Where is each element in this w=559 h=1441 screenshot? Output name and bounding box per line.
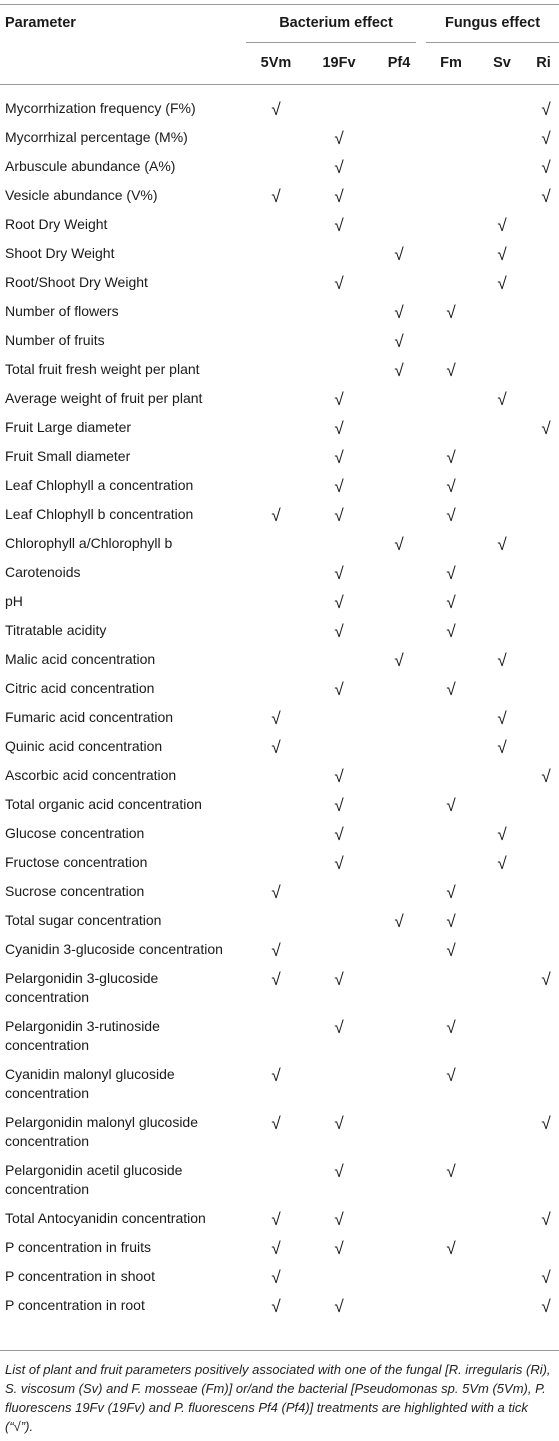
tick-mark: √ bbox=[497, 216, 507, 235]
tick-mark: √ bbox=[541, 970, 551, 989]
parameter-label: Pelargonidin 3-glucoside concentration bbox=[5, 970, 159, 1005]
tick-mark: √ bbox=[334, 506, 344, 525]
tick-mark: √ bbox=[334, 187, 344, 206]
parameter-label: Ascorbic acid concentration bbox=[5, 767, 177, 783]
tick-mark: √ bbox=[334, 390, 344, 409]
tick-mark: √ bbox=[334, 158, 344, 177]
tick-mark: √ bbox=[497, 709, 507, 728]
table-row bbox=[0, 1156, 559, 1204]
table-row bbox=[0, 500, 559, 529]
col-header-fm: Fm bbox=[440, 55, 462, 71]
top-rule bbox=[0, 4, 559, 5]
header-fungus-effect: Fungus effect bbox=[444, 15, 541, 31]
tick-mark: √ bbox=[541, 158, 551, 177]
fungus-group-rule bbox=[426, 42, 559, 43]
tick-mark: √ bbox=[334, 622, 344, 641]
col-header-pf4: Pf4 bbox=[387, 55, 411, 71]
parameter-label: Mycorrhization frequency (F%) bbox=[5, 100, 196, 116]
table-row bbox=[0, 94, 559, 123]
parameter-label: Malic acid concentration bbox=[5, 651, 156, 667]
table-row bbox=[0, 645, 559, 674]
parameter-label: Number of fruits bbox=[5, 332, 105, 348]
col-header-sv: Sv bbox=[493, 55, 511, 71]
tick-mark: √ bbox=[334, 680, 344, 699]
col-header-5vm: 5Vm bbox=[260, 55, 292, 71]
tick-mark: √ bbox=[394, 912, 404, 931]
table-row bbox=[0, 239, 559, 268]
bottom-rule bbox=[0, 1350, 559, 1351]
table-row bbox=[0, 413, 559, 442]
table-row bbox=[0, 1233, 559, 1262]
tick-mark: √ bbox=[334, 1114, 344, 1133]
parameter-label: Carotenoids bbox=[5, 564, 81, 580]
parameter-label: P concentration in fruits bbox=[5, 1239, 152, 1255]
parameter-label: Vesicle abundance (V%) bbox=[5, 187, 158, 203]
table-row bbox=[0, 1012, 559, 1060]
tick-mark: √ bbox=[334, 477, 344, 496]
tick-mark: √ bbox=[271, 1114, 281, 1133]
table-row bbox=[0, 529, 559, 558]
tick-mark: √ bbox=[394, 332, 404, 351]
table-row bbox=[0, 964, 559, 1012]
tick-mark: √ bbox=[394, 535, 404, 554]
tick-mark: √ bbox=[497, 274, 507, 293]
parameter-label: Pelargonidin acetil glucoside concentration bbox=[5, 1162, 183, 1197]
tick-mark: √ bbox=[446, 303, 456, 322]
tick-mark: √ bbox=[497, 651, 507, 670]
tick-mark: √ bbox=[334, 593, 344, 612]
table-row bbox=[0, 384, 559, 413]
tick-mark: √ bbox=[541, 767, 551, 786]
tick-mark: √ bbox=[334, 970, 344, 989]
tick-mark: √ bbox=[541, 1268, 551, 1287]
table-row bbox=[0, 1060, 559, 1108]
tick-mark: √ bbox=[334, 564, 344, 583]
parameter-label: P concentration in root bbox=[5, 1297, 145, 1313]
table-row bbox=[0, 210, 559, 239]
tick-mark: √ bbox=[394, 303, 404, 322]
tick-mark: √ bbox=[446, 477, 456, 496]
tick-mark: √ bbox=[334, 1210, 344, 1229]
table-row bbox=[0, 355, 559, 384]
table-row bbox=[0, 326, 559, 355]
tick-mark: √ bbox=[271, 1297, 281, 1316]
col-header-19fv: 19Fv bbox=[322, 55, 356, 71]
parameter-label: Arbuscule abundance (A%) bbox=[5, 158, 176, 174]
tick-mark: √ bbox=[334, 1018, 344, 1037]
parameter-label: Fumaric acid concentration bbox=[5, 709, 174, 725]
parameter-label: Fruit Large diameter bbox=[5, 419, 132, 435]
tick-mark: √ bbox=[446, 622, 456, 641]
tick-mark: √ bbox=[334, 1239, 344, 1258]
table-row bbox=[0, 123, 559, 152]
tick-mark: √ bbox=[271, 1210, 281, 1229]
tick-mark: √ bbox=[334, 216, 344, 235]
header-row-columns bbox=[0, 52, 559, 74]
tick-mark: √ bbox=[446, 506, 456, 525]
table-row bbox=[0, 297, 559, 326]
table-row bbox=[0, 181, 559, 210]
parameter-label: Quinic acid concentration bbox=[5, 738, 163, 754]
table-row bbox=[0, 848, 559, 877]
parameter-label: Leaf Chlophyll b concentration bbox=[5, 506, 194, 522]
tick-mark: √ bbox=[271, 970, 281, 989]
parameter-label: Total organic acid concentration bbox=[5, 796, 202, 812]
tick-mark: √ bbox=[446, 680, 456, 699]
parameter-label: Root Dry Weight bbox=[5, 216, 108, 232]
table-row bbox=[0, 471, 559, 500]
header-row-groups bbox=[0, 12, 559, 34]
tick-mark: √ bbox=[334, 1297, 344, 1316]
tick-mark: √ bbox=[334, 854, 344, 873]
parameter-label: Total sugar concentration bbox=[5, 912, 162, 928]
tick-mark: √ bbox=[541, 100, 551, 119]
tick-mark: √ bbox=[446, 883, 456, 902]
tick-mark: √ bbox=[271, 738, 281, 757]
tick-mark: √ bbox=[446, 564, 456, 583]
parameter-label: Root/Shoot Dry Weight bbox=[5, 274, 148, 290]
tick-mark: √ bbox=[446, 796, 456, 815]
table-row bbox=[0, 1291, 559, 1320]
parameter-label: Average weight of fruit per plant bbox=[5, 390, 203, 406]
parameter-label: Cyanidin malonyl glucoside concentration bbox=[5, 1066, 175, 1101]
tick-mark: √ bbox=[271, 1066, 281, 1085]
parameter-label: Titratable acidity bbox=[5, 622, 107, 638]
table-row bbox=[0, 732, 559, 761]
table-row bbox=[0, 587, 559, 616]
table-row bbox=[0, 674, 559, 703]
bacterium-group-rule bbox=[246, 42, 416, 43]
table-row bbox=[0, 819, 559, 848]
parameter-label: P concentration in shoot bbox=[5, 1268, 155, 1284]
parameter-label: Chlorophyll a/Chlorophyll b bbox=[5, 535, 173, 551]
table-row bbox=[0, 906, 559, 935]
tick-mark: √ bbox=[497, 738, 507, 757]
parameter-label: Shoot Dry Weight bbox=[5, 245, 115, 261]
tick-mark: √ bbox=[446, 1066, 456, 1085]
tick-mark: √ bbox=[334, 448, 344, 467]
tick-mark: √ bbox=[334, 1162, 344, 1181]
header-bottom-rule bbox=[0, 84, 559, 85]
table-row bbox=[0, 616, 559, 645]
table-row bbox=[0, 935, 559, 964]
tick-mark: √ bbox=[541, 129, 551, 148]
parameter-label: Number of flowers bbox=[5, 303, 119, 319]
tick-mark: √ bbox=[334, 419, 344, 438]
tick-mark: √ bbox=[497, 245, 507, 264]
header-parameter: Parameter bbox=[5, 15, 76, 31]
parameter-label: Fruit Small diameter bbox=[5, 448, 131, 464]
parameter-label: Pelargonidin 3-rutinoside concentration bbox=[5, 1018, 160, 1053]
col-header-ri: Ri bbox=[536, 55, 551, 71]
tick-mark: √ bbox=[446, 1239, 456, 1258]
tick-mark: √ bbox=[334, 796, 344, 815]
tick-mark: √ bbox=[271, 1268, 281, 1287]
parameter-label: Citric acid concentration bbox=[5, 680, 155, 696]
tick-mark: √ bbox=[334, 129, 344, 148]
tick-mark: √ bbox=[394, 361, 404, 380]
tick-mark: √ bbox=[271, 1239, 281, 1258]
tick-mark: √ bbox=[541, 1114, 551, 1133]
tick-mark: √ bbox=[334, 274, 344, 293]
parameter-label: Glucose concentration bbox=[5, 825, 145, 841]
tick-mark: √ bbox=[497, 390, 507, 409]
table-row bbox=[0, 790, 559, 819]
tick-mark: √ bbox=[394, 651, 404, 670]
table-row bbox=[0, 761, 559, 790]
table-body bbox=[0, 94, 559, 1320]
tick-mark: √ bbox=[446, 941, 456, 960]
tick-mark: √ bbox=[334, 767, 344, 786]
tick-mark: √ bbox=[541, 1210, 551, 1229]
tick-mark: √ bbox=[271, 883, 281, 902]
parameter-label: pH bbox=[5, 593, 23, 609]
tick-mark: √ bbox=[271, 100, 281, 119]
table-row bbox=[0, 1262, 559, 1291]
table-row bbox=[0, 877, 559, 906]
table-row bbox=[0, 152, 559, 181]
tick-mark: √ bbox=[446, 912, 456, 931]
tick-mark: √ bbox=[271, 506, 281, 525]
parameter-label: Leaf Chlophyll a concentration bbox=[5, 477, 194, 493]
parameter-label: Total fruit fresh weight per plant bbox=[5, 361, 200, 377]
tick-mark: √ bbox=[446, 448, 456, 467]
tick-mark: √ bbox=[541, 419, 551, 438]
tick-mark: √ bbox=[334, 825, 344, 844]
parameter-label: Mycorrhizal percentage (M%) bbox=[5, 129, 188, 145]
tick-mark: √ bbox=[446, 1162, 456, 1181]
table-row bbox=[0, 442, 559, 471]
table-row bbox=[0, 268, 559, 297]
parameter-label: Total Antocyanidin concentration bbox=[5, 1210, 206, 1226]
tick-mark: √ bbox=[394, 245, 404, 264]
tick-mark: √ bbox=[446, 361, 456, 380]
table-row bbox=[0, 558, 559, 587]
tick-mark: √ bbox=[497, 535, 507, 554]
table-row bbox=[0, 1108, 559, 1156]
tick-mark: √ bbox=[497, 825, 507, 844]
parameter-label: Cyanidin 3-glucoside concentration bbox=[5, 941, 223, 957]
tick-mark: √ bbox=[271, 709, 281, 728]
header-bacterium-effect: Bacterium effect bbox=[279, 15, 393, 31]
tick-mark: √ bbox=[446, 1018, 456, 1037]
tick-mark: √ bbox=[446, 593, 456, 612]
table-caption: List of plant and fruit parameters positively associated with one of the fungal [R. irregularis (Ri), S. viscosum (Sv) and F. mosseae (Fm)] or/and the bacterial [Pseudomonas sp. 5Vm (5Vm), P. fluorescens 19Fv (19Fv) and P. fluorescens Pf4 (Pf4)] treatments are highlighted with a tick (“√”). bbox=[5, 1362, 551, 1434]
parameter-label: Pelargonidin malonyl glucoside concentration bbox=[5, 1114, 199, 1149]
parameter-label: Sucrose concentration bbox=[5, 883, 145, 899]
tick-mark: √ bbox=[541, 1297, 551, 1316]
table-row bbox=[0, 703, 559, 732]
table-row bbox=[0, 1204, 559, 1233]
tick-mark: √ bbox=[271, 941, 281, 960]
tick-mark: √ bbox=[541, 187, 551, 206]
parameter-label: Fructose concentration bbox=[5, 854, 148, 870]
tick-mark: √ bbox=[271, 187, 281, 206]
tick-mark: √ bbox=[497, 854, 507, 873]
